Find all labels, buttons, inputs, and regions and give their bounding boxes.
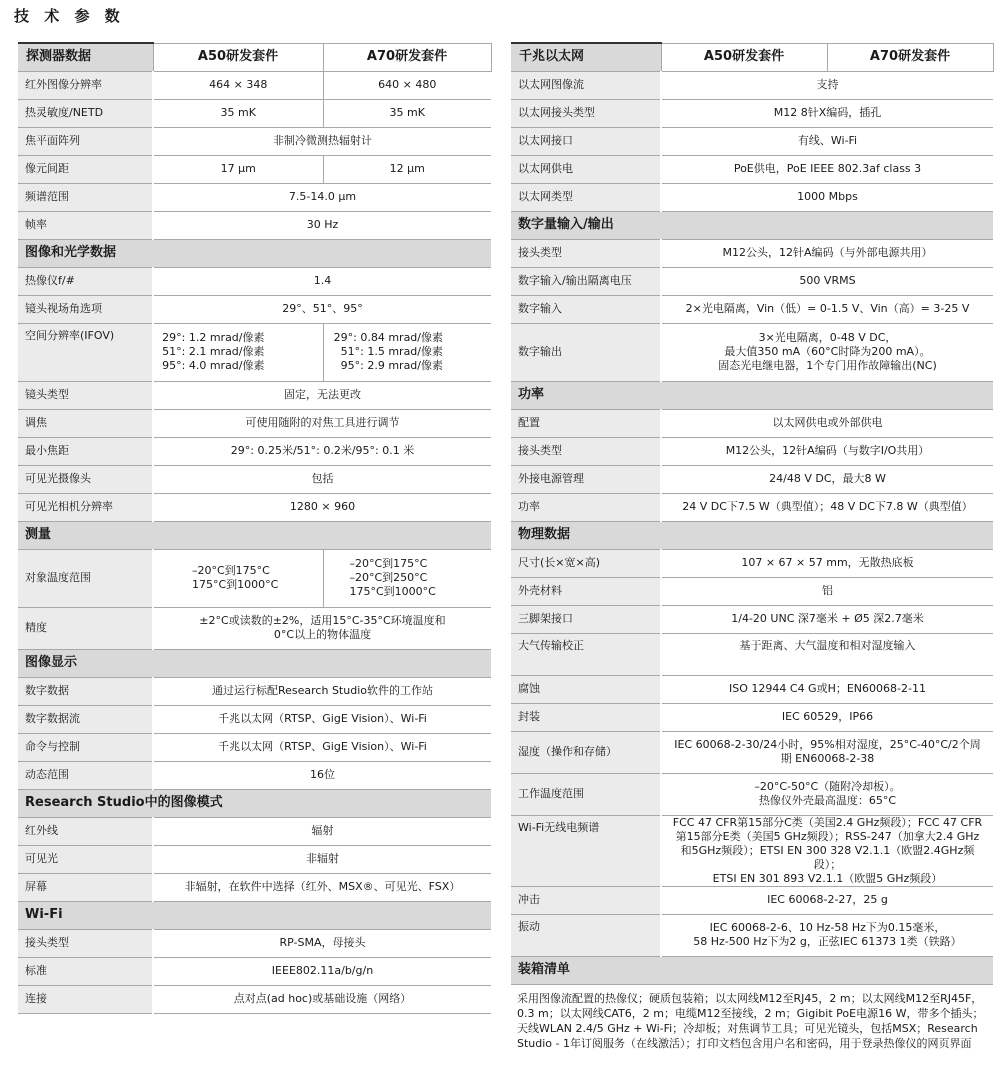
table-row <box>511 633 993 675</box>
ethernet-section-title: 千兆以太网 <box>511 43 661 71</box>
table-row <box>511 675 993 703</box>
table-row <box>18 295 491 323</box>
row-label: 以太网图像流 <box>511 71 661 99</box>
value-line: –20°C-50°C（随附冷却板）。 <box>754 780 901 793</box>
section-title: 图像显示 <box>18 649 491 677</box>
value-line: 95°: 2.9 mrad/像素 <box>340 359 443 372</box>
table-row <box>511 703 993 731</box>
row-value: 基于距离、大气温度和相对湿度输入 <box>661 633 993 675</box>
row-label: 工作温度范围 <box>511 773 661 815</box>
ethernet-header-row <box>511 43 993 71</box>
row-label: 外壳材料 <box>511 577 661 605</box>
section-header-power <box>511 381 993 409</box>
a50-column-header: A50研发套件 <box>661 43 827 71</box>
row-value: 千兆以太网（RTSP、GigE Vision）、Wi-Fi <box>153 733 491 761</box>
a70-value: 640 × 480 <box>323 71 491 99</box>
table-row <box>18 465 491 493</box>
value-line: 95°: 4.0 mrad/像素 <box>162 359 265 372</box>
detector-header-row <box>18 43 491 71</box>
section-header-wifi <box>18 901 491 929</box>
value-line: 最大值350 mA（60°C时降为200 mA）。 <box>724 345 931 358</box>
row-value: 24 V DC下7.5 W（典型值）；48 V DC下7.8 W（典型值） <box>661 493 993 521</box>
section-title: 功率 <box>511 381 993 409</box>
row-value: 非辐射，在软件中选择（红外、MSX®、可见光、FSX） <box>153 873 491 901</box>
table-row <box>511 99 993 127</box>
a70-column-header: A70研发套件 <box>323 43 491 71</box>
section-title: 数字量输入/输出 <box>511 211 993 239</box>
row-value: 铝 <box>661 577 993 605</box>
value-line: –20°C到175°C <box>192 564 270 577</box>
table-row <box>511 323 993 381</box>
row-label: 尺寸(长×宽×高) <box>511 549 661 577</box>
table-row <box>511 239 993 267</box>
row-value: 支持 <box>661 71 993 99</box>
section-header-digital-io <box>511 211 993 239</box>
row-label: 数字输出 <box>511 323 661 381</box>
table-row <box>18 817 491 845</box>
detector-section-title: 探测器数据 <box>18 43 153 71</box>
table-row <box>18 267 491 295</box>
value-line: 3×光电隔离，0-48 V DC， <box>758 331 897 344</box>
table-row <box>18 437 491 465</box>
row-label: 像元间距 <box>18 155 153 183</box>
row-value: RP-SMA，母接头 <box>153 929 491 957</box>
table-row <box>511 773 993 815</box>
row-label: 数字输入 <box>511 295 661 323</box>
row-value <box>153 607 491 649</box>
row-value <box>661 914 993 956</box>
table-row <box>18 733 491 761</box>
value-line: 175°C到1000°C <box>349 585 436 598</box>
section-title: Research Studio中的图像模式 <box>18 789 491 817</box>
value-line: 第15部分E类（美国5 GHz频段）；RSS-247（加拿大2.4 GHz <box>675 829 980 843</box>
row-label: 动态范围 <box>18 761 153 789</box>
row-value <box>661 773 993 815</box>
row-label: 红外图像分辨率 <box>18 71 153 99</box>
row-value: IEEE802.11a/b/g/n <box>153 957 491 985</box>
row-value: PoE供电，PoE IEEE 802.3af class 3 <box>661 155 993 183</box>
table-row <box>511 409 993 437</box>
row-value: ISO 12944 C4 G或H；EN60068-2-11 <box>661 675 993 703</box>
row-label: 接头类型 <box>511 437 661 465</box>
row-label: 封装 <box>511 703 661 731</box>
section-header-display <box>18 649 491 677</box>
a50-value <box>153 323 323 381</box>
row-value: 24/48 V DC，最大8 W <box>661 465 993 493</box>
table-row <box>511 465 993 493</box>
row-label: 振动 <box>511 914 661 956</box>
section-title: 装箱清单 <box>511 956 993 984</box>
row-value: 1.4 <box>153 267 491 295</box>
table-row <box>511 295 993 323</box>
row-label: 数字数据流 <box>18 705 153 733</box>
row-label: 数字输入/输出隔离电压 <box>511 267 661 295</box>
row-label: 帧率 <box>18 211 153 239</box>
row-label: 以太网供电 <box>511 155 661 183</box>
table-row <box>18 409 491 437</box>
table-row <box>18 929 491 957</box>
value-line: ±2°C或读数的±2%，适用15°C-35°C环境温度和 <box>199 614 446 627</box>
value-line: 51°: 1.5 mrad/像素 <box>340 345 443 358</box>
value-line: 58 Hz-500 Hz下为2 g，正弦IEC 61373 1类（铁路） <box>693 935 962 948</box>
row-value: 500 VRMS <box>661 267 993 295</box>
row-value: M12公头，12针A编码（与外部电源共用） <box>661 239 993 267</box>
table-row <box>511 605 993 633</box>
left-spec-table <box>18 42 492 1014</box>
a70-column-header: A70研发套件 <box>827 43 993 71</box>
table-row <box>18 761 491 789</box>
section-title: Wi-Fi <box>18 901 491 929</box>
row-label: 标准 <box>18 957 153 985</box>
table-row <box>511 71 993 99</box>
row-label: 外接电源管理 <box>511 465 661 493</box>
table-row <box>18 211 491 239</box>
row-label: 腐蚀 <box>511 675 661 703</box>
row-value: 非辐射 <box>153 845 491 873</box>
table-row <box>18 323 491 381</box>
row-value: 千兆以太网（RTSP、GigE Vision）、Wi-Fi <box>153 705 491 733</box>
row-label: 以太网接口 <box>511 127 661 155</box>
a50-column-header: A50研发套件 <box>153 43 323 71</box>
section-title: 测量 <box>18 521 491 549</box>
table-row <box>511 155 993 183</box>
a70-value: 35 mK <box>323 99 491 127</box>
a50-value: 17 µm <box>153 155 323 183</box>
row-value: M12公头，12针A编码（与数字I/O共用） <box>661 437 993 465</box>
row-label: 接头类型 <box>18 929 153 957</box>
right-spec-table <box>511 42 994 985</box>
row-value: 1000 Mbps <box>661 183 993 211</box>
table-row <box>511 437 993 465</box>
value-line: 175°C到1000°C <box>192 578 279 591</box>
table-row <box>18 99 491 127</box>
row-label: 精度 <box>18 607 153 649</box>
section-header-optics <box>18 239 491 267</box>
row-value: 7.5-14.0 µm <box>153 183 491 211</box>
row-label: 可见光相机分辨率 <box>18 493 153 521</box>
table-row <box>18 873 491 901</box>
row-label: 红外线 <box>18 817 153 845</box>
row-label: 最小焦距 <box>18 437 153 465</box>
a70-value <box>323 323 491 381</box>
value-line: 0°C以上的物体温度 <box>273 628 372 641</box>
value-line: 固态光电继电器，1个专门用作故障输出(NC) <box>718 359 937 372</box>
row-value: 107 × 67 × 57 mm，无散热底板 <box>661 549 993 577</box>
row-label: 屏幕 <box>18 873 153 901</box>
value-line: FCC 47 CFR第15部分C类（美国2.4 GHz频段）；FCC 47 CFR <box>672 815 983 829</box>
value-line: 51°: 2.1 mrad/像素 <box>162 345 265 358</box>
row-value: 可使用随附的对焦工具进行调节 <box>153 409 491 437</box>
right-spec-column <box>511 42 993 1051</box>
value-line: 29°: 1.2 mrad/像素 <box>162 331 265 344</box>
row-value: 以太网供电或外部供电 <box>661 409 993 437</box>
row-label: 以太网接头类型 <box>511 99 661 127</box>
row-value: IEC 60529，IP66 <box>661 703 993 731</box>
table-row <box>511 731 993 773</box>
row-value: 29°、51°、95° <box>153 295 491 323</box>
table-row <box>511 267 993 295</box>
row-label: 接头类型 <box>511 239 661 267</box>
row-label: 冲击 <box>511 886 661 914</box>
row-label: 调焦 <box>18 409 153 437</box>
table-row <box>511 183 993 211</box>
table-row <box>18 155 491 183</box>
a70-value: 12 µm <box>323 155 491 183</box>
section-header-measurement <box>18 521 491 549</box>
table-row <box>511 815 993 886</box>
row-label: 频谱范围 <box>18 183 153 211</box>
page-title: 技 术 参 数 <box>14 7 125 25</box>
row-value: 29°: 0.25米/51°: 0.2米/95°: 0.1 米 <box>153 437 491 465</box>
section-header-packing <box>511 956 993 984</box>
row-value <box>661 323 993 381</box>
row-value: 非制冷微测热辐射计 <box>153 127 491 155</box>
value-line: –20°C到175°C <box>349 557 428 570</box>
table-row <box>511 886 993 914</box>
table-row <box>511 914 993 956</box>
row-value: 通过运行标配Research Studio软件的工作站 <box>153 677 491 705</box>
value-line: IEC 60068-2-30/24小时，95%相对湿度，25°C-40°C/2个周 <box>674 738 981 751</box>
row-label: 镜头视场角选项 <box>18 295 153 323</box>
row-value <box>661 731 993 773</box>
a70-value <box>323 549 491 607</box>
table-row <box>511 577 993 605</box>
value-line: 29°: 0.84 mrad/像素 <box>333 331 443 344</box>
table-row <box>18 705 491 733</box>
row-label: 大气传输校正 <box>511 633 661 675</box>
table-row <box>18 957 491 985</box>
table-row <box>18 183 491 211</box>
table-row <box>18 127 491 155</box>
row-value: 2×光电隔离，Vin（低）= 0-1.5 V、Vin（高）= 3-25 V <box>661 295 993 323</box>
section-title: 图像和光学数据 <box>18 239 491 267</box>
row-label: 镜头类型 <box>18 381 153 409</box>
table-row <box>511 493 993 521</box>
value-line: IEC 60068-2-6、10 Hz-58 Hz下为0.15毫米， <box>709 921 946 934</box>
row-label: 功率 <box>511 493 661 521</box>
left-spec-column <box>18 42 491 1014</box>
row-label: 三脚架接口 <box>511 605 661 633</box>
row-value: M12 8针X编码，插孔 <box>661 99 993 127</box>
row-label: 命令与控制 <box>18 733 153 761</box>
row-value: 1280 × 960 <box>153 493 491 521</box>
row-label: 热灵敏度/NETD <box>18 99 153 127</box>
row-label: 对象温度范围 <box>18 549 153 607</box>
row-label: 热像仪f/# <box>18 267 153 295</box>
row-value: 点对点(ad hoc)或基础设施（网络） <box>153 985 491 1013</box>
table-row <box>18 845 491 873</box>
row-value: 16位 <box>153 761 491 789</box>
table-row <box>18 381 491 409</box>
table-row <box>511 127 993 155</box>
row-label: 空间分辨率(IFOV) <box>18 323 153 381</box>
value-line: 热像仪外壳最高温度：65°C <box>758 794 897 807</box>
row-label: 可见光 <box>18 845 153 873</box>
row-label: 配置 <box>511 409 661 437</box>
row-value: 有线、Wi-Fi <box>661 127 993 155</box>
row-label: 数字数据 <box>18 677 153 705</box>
value-line: –20°C到250°C <box>349 571 428 584</box>
row-label: Wi-Fi无线电频谱 <box>511 815 661 886</box>
section-title: 物理数据 <box>511 521 993 549</box>
value-line: ETSI EN 301 893 V2.1.1（欧盟5 GHz频段） <box>712 871 943 885</box>
row-value: 辐射 <box>153 817 491 845</box>
table-row <box>18 549 491 607</box>
a50-value: 464 × 348 <box>153 71 323 99</box>
section-header-image-modes <box>18 789 491 817</box>
packing-list-text: 采用图像流配置的热像仪；硬质包装箱；以太网线M12至RJ45，2 m；以太网线M12至RJ45F，0.3 m；以太网线CAT6，2 m；电缆M12至接线，2 m；Gigibit PoE电源16 W，带多个插头；天线WLAN 2.4/5 GHz + Wi-Fi；冷却板；对焦调节工具；可见光镜头，包括MSX；Research Studio - 1年订阅服务（在线激活）；打印文档包含用户名和密码，用于登录热像仪的网页界面 <box>517 991 984 1050</box>
value-line: 期 EN60068-2-38 <box>780 752 875 765</box>
row-value: 包括 <box>153 465 491 493</box>
row-label: 湿度（操作和存储） <box>511 731 661 773</box>
table-row <box>18 71 491 99</box>
row-value: 固定，无法更改 <box>153 381 491 409</box>
row-label: 可见光摄像头 <box>18 465 153 493</box>
row-value: 30 Hz <box>153 211 491 239</box>
row-label: 连接 <box>18 985 153 1013</box>
value-line: 和5GHz频段）；ETSI EN 300 328 V2.1.1（欧盟2.4GHz频段）； <box>680 843 975 871</box>
a50-value <box>153 549 323 607</box>
table-row <box>18 607 491 649</box>
table-row <box>18 677 491 705</box>
table-row <box>18 493 491 521</box>
table-row <box>511 549 993 577</box>
row-label: 以太网类型 <box>511 183 661 211</box>
row-value: 1/4-20 UNC 深7毫米 + Ø5 深2.7毫米 <box>661 605 993 633</box>
a50-value: 35 mK <box>153 99 323 127</box>
section-header-physical <box>511 521 993 549</box>
table-row <box>18 985 491 1013</box>
row-label: 焦平面阵列 <box>18 127 153 155</box>
row-value: IEC 60068-2-27，25 g <box>661 886 993 914</box>
row-value <box>661 815 993 886</box>
